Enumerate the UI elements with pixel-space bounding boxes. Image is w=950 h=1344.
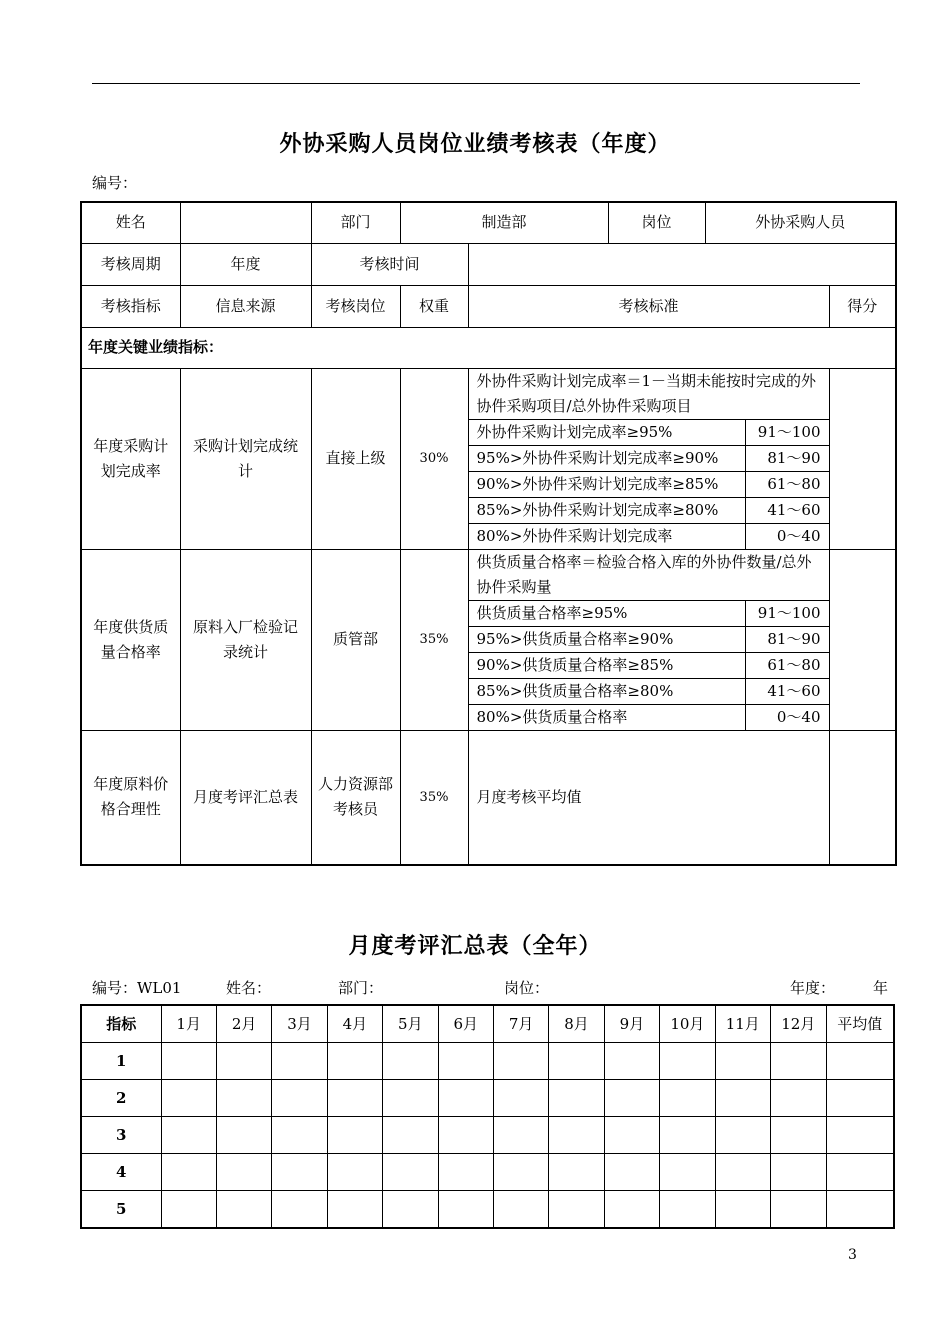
section-label: 年度关键业绩指标： (81, 327, 896, 368)
level-score: 41～60 (746, 497, 829, 523)
monthly-post-label: 岗位： (504, 979, 550, 997)
cycle-value: 年度 (180, 243, 311, 285)
standard-description: 外协件采购计划完成率＝1－当期未能按时完成的外协件采购项目/总外协件采购项目 (476, 371, 817, 415)
month-header: 1月 (161, 1005, 216, 1043)
level-condition: 95%>外协件采购计划完成率≥90% (469, 445, 746, 471)
indicator-weight: 30% (400, 368, 468, 549)
month-header: 6月 (438, 1005, 493, 1043)
level-score: 0～40 (746, 704, 829, 730)
header-indicator: 考核指标 (81, 285, 180, 327)
standard-levels (469, 600, 829, 730)
indicator-standard (468, 549, 829, 730)
indicator-standard (468, 368, 829, 549)
month-header: 5月 (383, 1005, 438, 1043)
info-row-2 (81, 243, 896, 285)
time-label: 考核时间 (311, 243, 468, 285)
section-row (81, 327, 896, 368)
indicator-row (81, 549, 896, 730)
name-label: 姓名 (81, 202, 180, 243)
monthly-row (81, 1191, 894, 1229)
row-index: 3 (81, 1117, 161, 1154)
standard-description: 供货质量合格率＝检验合格入库的外协件数量/总外协件采购量 (476, 552, 812, 596)
indicator-name: 年度采购计划完成率 (81, 368, 180, 549)
indicator-standard: 月度考核平均值 (468, 730, 829, 865)
name-value (180, 202, 311, 243)
monthly-year-suffix: 年 (873, 979, 889, 997)
level-row (469, 704, 829, 730)
level-row (469, 678, 829, 704)
level-score: 61～80 (746, 471, 829, 497)
header-score: 得分 (829, 285, 896, 327)
month-header: 8月 (549, 1005, 604, 1043)
monthly-row (81, 1043, 894, 1080)
monthly-row (81, 1117, 894, 1154)
row-index: 2 (81, 1080, 161, 1117)
indicator-source: 月度考评汇总表 (180, 730, 311, 865)
time-value (468, 243, 896, 285)
monthly-row (81, 1080, 894, 1117)
level-condition: 85%>外协件采购计划完成率≥80% (469, 497, 746, 523)
indicator-name: 年度供货质量合格率 (81, 549, 180, 730)
level-condition: 80%>供货质量合格率 (469, 704, 746, 730)
indicator-weight: 35% (400, 730, 468, 865)
standard-levels (469, 419, 829, 549)
page-number: 3 (848, 1247, 857, 1263)
indicator-row (81, 368, 896, 549)
appraisal-table (80, 201, 897, 866)
post-value: 外协采购人员 (705, 202, 896, 243)
average-header: 平均值 (826, 1005, 894, 1043)
level-row (469, 471, 829, 497)
level-condition: 供货质量合格率≥95% (469, 600, 746, 626)
page-title: 外协采购人员岗位业绩考核表（年度） (279, 131, 671, 157)
header-standard: 考核标准 (468, 285, 829, 327)
level-row (469, 419, 829, 445)
row-index: 4 (81, 1154, 161, 1191)
month-header: 10月 (660, 1005, 715, 1043)
level-score: 91～100 (746, 600, 829, 626)
level-row (469, 523, 829, 549)
month-header: 3月 (272, 1005, 327, 1043)
indicator-post: 直接上级 (311, 368, 400, 549)
indicator-score (829, 730, 896, 865)
monthly-dept-label: 部门： (338, 979, 384, 997)
dept-value: 制造部 (400, 202, 608, 243)
indicator-row (81, 730, 896, 865)
indicator-post: 质管部 (311, 549, 400, 730)
level-condition: 85%>供货质量合格率≥80% (469, 678, 746, 704)
row-index: 1 (81, 1043, 161, 1080)
level-row (469, 497, 829, 523)
level-score: 0～40 (746, 523, 829, 549)
indicator-name: 年度原料价格合理性 (81, 730, 180, 865)
header-post: 考核岗位 (311, 285, 400, 327)
monthly-header-row (81, 1005, 894, 1043)
monthly-year-label: 年度： (790, 979, 836, 997)
header-rule (92, 83, 860, 84)
month-header: 7月 (493, 1005, 548, 1043)
cycle-label: 考核周期 (81, 243, 180, 285)
indicator-post: 人力资源部考核员 (311, 730, 400, 865)
month-header: 12月 (770, 1005, 826, 1043)
dept-label: 部门 (311, 202, 400, 243)
level-row (469, 652, 829, 678)
level-condition: 外协件采购计划完成率≥95% (469, 419, 746, 445)
level-condition: 95%>供货质量合格率≥90% (469, 626, 746, 652)
row-index: 5 (81, 1191, 161, 1229)
header-weight: 权重 (400, 285, 468, 327)
level-score: 81～90 (746, 445, 829, 471)
level-score: 41～60 (746, 678, 829, 704)
indicator-source: 采购计划完成统计 (180, 368, 311, 549)
indicator-weight: 35% (400, 549, 468, 730)
indicator-source: 原料入厂检验记录统计 (180, 549, 311, 730)
level-condition: 90%>外协件采购计划完成率≥85% (469, 471, 746, 497)
level-score: 81～90 (746, 626, 829, 652)
info-row-1 (81, 202, 896, 243)
level-score: 61～80 (746, 652, 829, 678)
month-header: 11月 (715, 1005, 770, 1043)
indicator-score (829, 368, 896, 549)
monthly-number-label: 编号：WL01 (92, 979, 182, 997)
indicator-score (829, 549, 896, 730)
post-label: 岗位 (608, 202, 705, 243)
month-header: 4月 (327, 1005, 382, 1043)
month-header: 9月 (604, 1005, 659, 1043)
monthly-name-label: 姓名： (226, 979, 272, 997)
level-score: 91～100 (746, 419, 829, 445)
number-label: 编号： (92, 174, 138, 192)
level-condition: 80%>外协件采购计划完成率 (469, 523, 746, 549)
monthly-row (81, 1154, 894, 1191)
level-row (469, 626, 829, 652)
monthly-table (80, 1004, 895, 1229)
monthly-header-indicator: 指标 (81, 1005, 161, 1043)
level-row (469, 445, 829, 471)
header-row (81, 285, 896, 327)
month-header: 2月 (216, 1005, 271, 1043)
level-condition: 90%>供货质量合格率≥85% (469, 652, 746, 678)
header-source: 信息来源 (180, 285, 311, 327)
monthly-title: 月度考评汇总表（全年） (348, 933, 602, 959)
level-row (469, 600, 829, 626)
